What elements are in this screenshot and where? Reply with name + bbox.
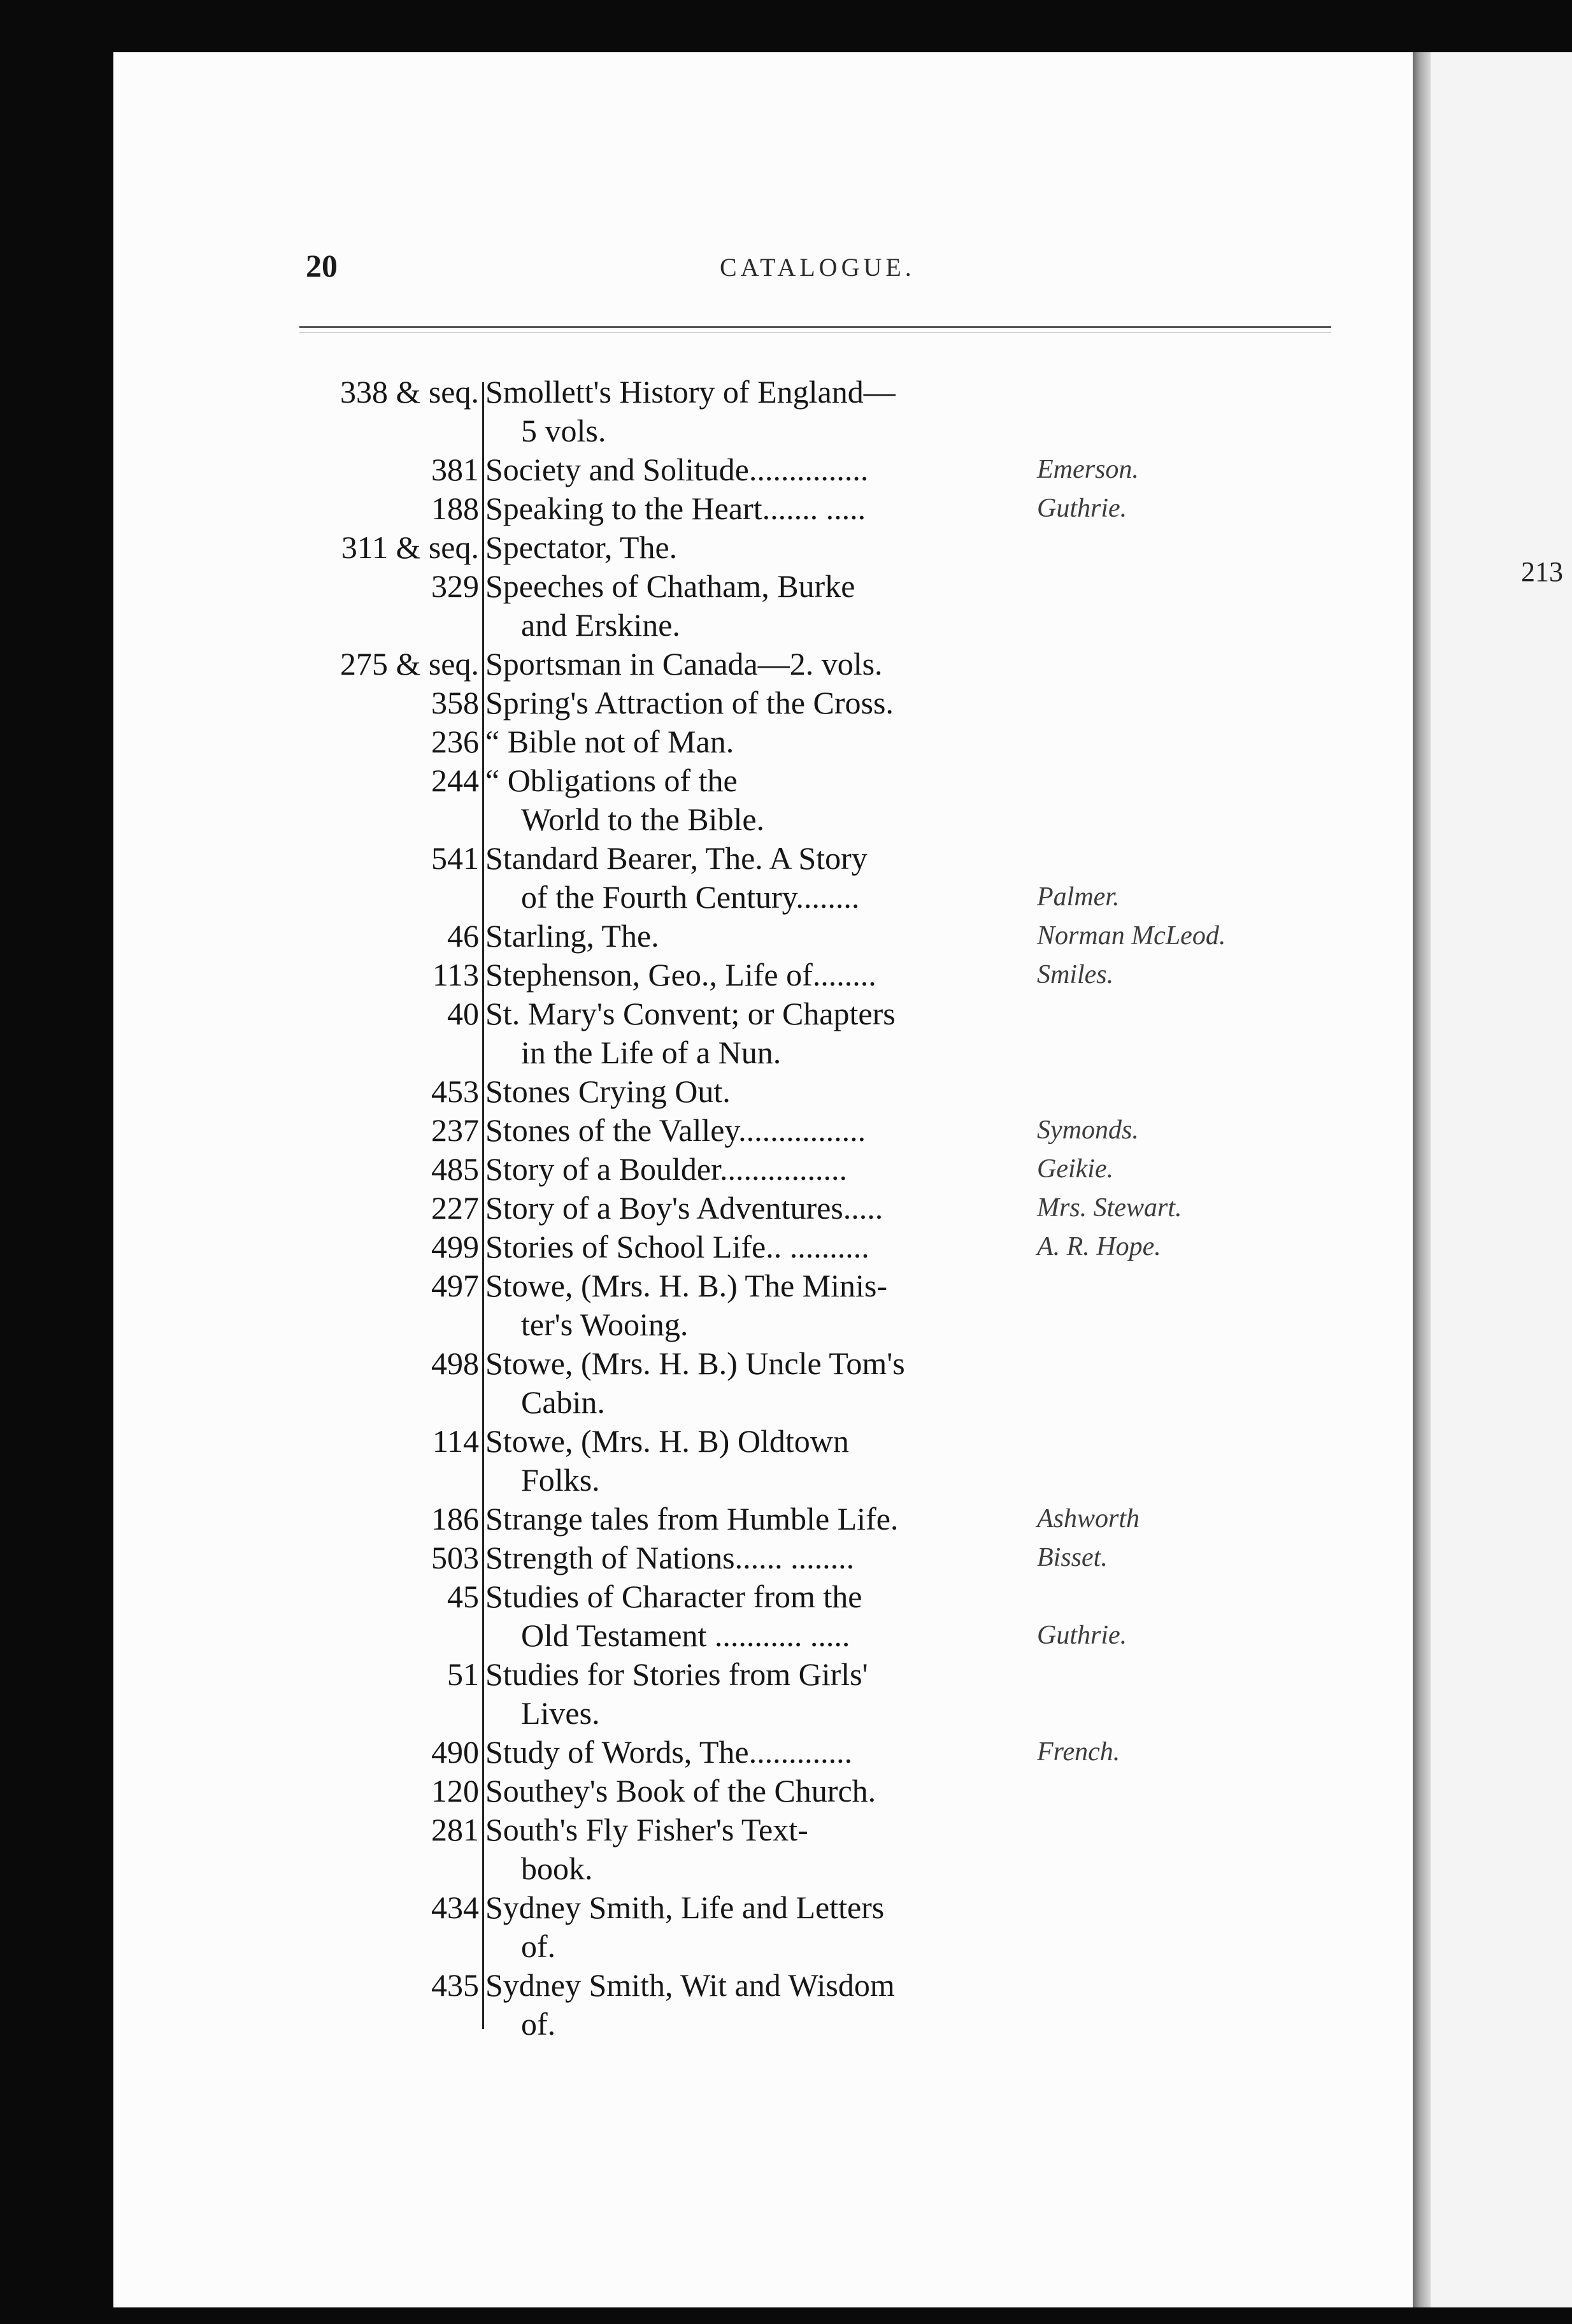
- entry-number: 237: [431, 1112, 479, 1148]
- entry-line: [0, 1655, 1572, 1694]
- entry-line: [0, 1888, 1572, 1927]
- entry-line: [0, 1150, 1572, 1189]
- entry-author: Smiles.: [1037, 960, 1114, 989]
- catalogue-entry: [0, 1733, 1572, 1772]
- entry-line: [0, 722, 1572, 761]
- entry-line: [0, 1072, 1572, 1111]
- catalogue-entry: [0, 1811, 1572, 1888]
- entry-author: Norman McLeod.: [1037, 921, 1226, 950]
- entry-title: “ Bible not of Man.: [485, 724, 734, 759]
- entry-line: [0, 917, 1572, 956]
- entry-title: Southey's Book of the Church.: [485, 1773, 876, 1809]
- header-rule: [299, 326, 1331, 328]
- entry-title: Speaking to the Heart....... .....: [485, 491, 866, 526]
- entry-line: [0, 373, 1572, 412]
- entry-continuation-line: [0, 878, 1572, 917]
- entry-number: 453: [431, 1073, 479, 1109]
- entry-number: 434: [431, 1890, 479, 1925]
- entry-number: 45: [447, 1579, 479, 1614]
- entry-title: World to the Bible.: [521, 801, 765, 837]
- entry-title: Story of a Boy's Adventures.....: [485, 1190, 883, 1226]
- entry-number: 227: [431, 1190, 479, 1226]
- entry-line: [0, 839, 1572, 878]
- catalogue-entry: [0, 1655, 1572, 1733]
- catalogue-list: [0, 373, 1572, 2044]
- entry-continuation-line: [0, 1849, 1572, 1888]
- entry-continuation-line: [0, 1461, 1572, 1500]
- entry-title: Strength of Nations...... ........: [485, 1540, 855, 1575]
- entry-continuation-line: [0, 1616, 1572, 1655]
- entry-author: Symonds.: [1037, 1115, 1139, 1145]
- catalogue-entry: [0, 1500, 1572, 1539]
- entry-title: “ Obligations of the: [485, 763, 738, 798]
- catalogue-entry: [0, 956, 1572, 994]
- entry-author: Geikie.: [1037, 1154, 1114, 1184]
- entry-line: [0, 761, 1572, 800]
- catalogue-entry: [0, 1266, 1572, 1344]
- catalogue-entry: [0, 1228, 1572, 1266]
- entry-title: ter's Wooing.: [521, 1307, 689, 1342]
- entry-line: [0, 567, 1572, 606]
- entry-line: [0, 1966, 1572, 2005]
- entry-title: Lives.: [521, 1695, 600, 1731]
- entry-title: book.: [521, 1851, 593, 1886]
- entry-continuation-line: [0, 2005, 1572, 2044]
- entry-line: [0, 1733, 1572, 1772]
- entry-line: [0, 1111, 1572, 1150]
- entry-title: St. Mary's Convent; or Chapters: [485, 996, 896, 1031]
- entry-number: 541: [431, 840, 479, 876]
- entry-continuation-line: [0, 1033, 1572, 1072]
- entry-title: Society and Solitude...............: [485, 452, 869, 487]
- entry-number: 329: [431, 568, 479, 604]
- entry-title: Spring's Attraction of the Cross.: [485, 685, 894, 721]
- entry-title: of.: [521, 2006, 556, 2042]
- entry-number: 275 & seq.: [339, 646, 479, 682]
- entry-number: 188: [431, 491, 479, 526]
- entry-title: 5 vols.: [521, 413, 606, 448]
- entry-title: of.: [521, 1928, 556, 1964]
- entry-line: [0, 684, 1572, 722]
- catalogue-entry: [0, 761, 1572, 839]
- entry-title: South's Fly Fisher's Text-: [485, 1812, 808, 1847]
- catalogue-entry: [0, 1577, 1572, 1655]
- entry-author: French.: [1037, 1737, 1120, 1767]
- entry-line: [0, 1228, 1572, 1266]
- entry-line: [0, 1189, 1572, 1228]
- entry-line: [0, 1266, 1572, 1305]
- entry-line: [0, 1344, 1572, 1383]
- entry-title: Studies of Character from the: [485, 1579, 862, 1614]
- page-number: 20: [306, 248, 338, 283]
- entry-author: Mrs. Stewart.: [1037, 1193, 1182, 1223]
- entry-title: Old Testament ........... .....: [521, 1617, 850, 1653]
- entry-title: Sydney Smith, Life and Letters: [485, 1890, 885, 1925]
- entry-continuation-line: [0, 800, 1572, 839]
- entry-line: [0, 528, 1572, 567]
- entry-number: 485: [431, 1151, 479, 1187]
- entry-line: [0, 1811, 1572, 1849]
- entry-line: [0, 1500, 1572, 1539]
- catalogue-entry: [0, 1772, 1572, 1811]
- entry-continuation-line: [0, 1383, 1572, 1422]
- entry-continuation-line: [0, 412, 1572, 450]
- entry-line: [0, 1539, 1572, 1577]
- catalogue-entry: [0, 1966, 1572, 2044]
- entry-title: Starling, The.: [485, 918, 659, 954]
- catalogue-entry: [0, 645, 1572, 684]
- entry-title: in the Life of a Nun.: [521, 1035, 782, 1070]
- entry-title: Story of a Boulder................: [485, 1151, 848, 1187]
- entry-number: 113: [432, 957, 479, 993]
- catalogue-entry: [0, 1072, 1572, 1111]
- catalogue-entry: [0, 684, 1572, 722]
- catalogue-entry: [0, 567, 1572, 645]
- catalogue-entry: [0, 450, 1572, 489]
- catalogue-entry: [0, 722, 1572, 761]
- entry-continuation-line: [0, 1927, 1572, 1966]
- entry-number: 244: [431, 763, 479, 798]
- entry-author: Guthrie.: [1037, 494, 1127, 523]
- entry-title: Stowe, (Mrs. H. B.) Uncle Tom's: [485, 1345, 905, 1381]
- entry-title: Stowe, (Mrs. H. B) Oldtown: [485, 1423, 849, 1459]
- entry-number: 503: [431, 1540, 479, 1575]
- catalogue-entry: [0, 839, 1572, 917]
- catalogue-entry: [0, 1150, 1572, 1189]
- entry-author: Palmer.: [1037, 882, 1120, 912]
- entry-number: 358: [431, 685, 479, 721]
- entry-number: 40: [447, 996, 479, 1031]
- entry-number: 281: [431, 1812, 479, 1847]
- catalogue-entry: [0, 1111, 1572, 1150]
- entry-line: [0, 994, 1572, 1033]
- entry-line: [0, 1422, 1572, 1461]
- entry-title: Spectator, The.: [485, 529, 678, 565]
- entry-number: 499: [431, 1229, 479, 1265]
- entry-continuation-line: [0, 1694, 1572, 1733]
- entry-line: [0, 1577, 1572, 1616]
- catalogue-entry: [0, 917, 1572, 956]
- entry-title: Sportsman in Canada—2. vols.: [485, 646, 883, 682]
- entry-line: [0, 489, 1572, 528]
- entry-author: Emerson.: [1037, 455, 1139, 484]
- catalogue-entry: [0, 1189, 1572, 1228]
- entry-title: Folks.: [521, 1462, 600, 1498]
- entry-number: 114: [432, 1423, 479, 1459]
- entry-title: Cabin.: [521, 1384, 605, 1420]
- entry-title: Study of Words, The.............: [485, 1734, 853, 1770]
- catalogue-entry: [0, 1539, 1572, 1577]
- entry-title: and Erskine.: [521, 607, 680, 643]
- entry-line: [0, 1772, 1572, 1811]
- entry-number: 120: [431, 1773, 479, 1809]
- entry-number: 381: [431, 452, 479, 487]
- entry-author: Guthrie.: [1037, 1621, 1127, 1650]
- catalogue-entry: [0, 373, 1572, 450]
- entry-title: Standard Bearer, The. A Story: [485, 840, 868, 876]
- entry-continuation-line: [0, 606, 1572, 645]
- entry-number: 435: [431, 1967, 479, 2003]
- entry-title: Speeches of Chatham, Burke: [485, 568, 855, 604]
- entry-number: 186: [431, 1501, 479, 1537]
- catalogue-entry: [0, 1888, 1572, 1966]
- entry-number: 338 & seq.: [339, 374, 479, 410]
- entry-title: of the Fourth Century........: [521, 879, 860, 915]
- entry-title: Strange tales from Humble Life.: [485, 1501, 899, 1537]
- entry-continuation-line: [0, 1305, 1572, 1344]
- entry-number: 46: [447, 918, 479, 954]
- entry-line: [0, 645, 1572, 684]
- entry-title: Stones Crying Out.: [485, 1073, 731, 1109]
- entry-number: 51: [447, 1656, 479, 1692]
- entry-number: 497: [431, 1268, 479, 1303]
- catalogue-entry: [0, 994, 1572, 1072]
- entry-number: 236: [431, 724, 479, 759]
- catalogue-entry: [0, 1422, 1572, 1500]
- catalogue-entry: [0, 489, 1572, 528]
- entry-author: Bisset.: [1037, 1543, 1108, 1572]
- catalogue-entry: [0, 528, 1572, 567]
- entry-title: Stephenson, Geo., Life of........: [485, 957, 876, 993]
- entry-title: Stowe, (Mrs. H. B.) The Minis-: [485, 1268, 888, 1303]
- adjacent-page-number: 213: [1521, 556, 1563, 587]
- catalogue-entry: [0, 1344, 1572, 1422]
- entry-title: Sydney Smith, Wit and Wisdom: [485, 1967, 895, 2003]
- entry-line: [0, 956, 1572, 994]
- entry-title: Smollett's History of England—: [485, 374, 896, 410]
- entry-number: 498: [431, 1345, 479, 1381]
- entry-number: 490: [431, 1734, 479, 1770]
- entry-author: A. R. Hope.: [1037, 1232, 1161, 1261]
- entry-number: 311 & seq.: [341, 529, 479, 565]
- entry-title: Stories of School Life.. ..........: [485, 1229, 869, 1265]
- running-title: CATALOGUE.: [720, 253, 915, 282]
- entry-author: Ashworth: [1037, 1504, 1140, 1533]
- entry-line: [0, 450, 1572, 489]
- entry-title: Studies for Stories from Girls': [485, 1656, 868, 1692]
- entry-title: Stones of the Valley................: [485, 1112, 866, 1148]
